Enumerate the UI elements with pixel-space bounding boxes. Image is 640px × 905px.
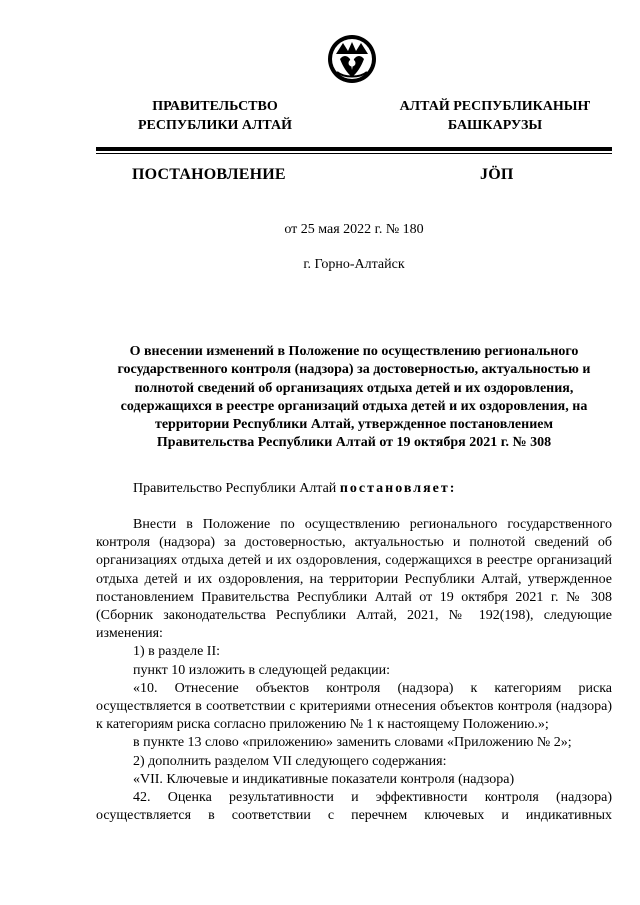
body-paragraph: 1) в разделе II: xyxy=(133,644,221,660)
body-paragraph: в пункте 13 слово «приложению» заменить словами «Приложению № 2»; xyxy=(133,735,572,751)
body-paragraph: «VII. Ключевые и индикативные показатели контроля (надзора) xyxy=(133,771,515,787)
body-paragraph: пункт 10 изложить в следующей редакции: xyxy=(133,662,390,678)
header-rule-thick xyxy=(96,147,612,151)
enacting-clause-text: Правительство Республики Алтай xyxy=(133,481,340,496)
org-name-alt xyxy=(390,97,600,135)
org-name-alt-line-2: БАШКАРУЗЫ xyxy=(447,118,543,133)
org-name-alt-line-1: АЛТАЙ РЕСПУБЛИКАНЫҤ xyxy=(399,99,591,114)
body-paragraph: Внести в Положение по осуществлению регионального государственного контроля (надзора) за достоверностью, актуальностью и полнотой сведений об организациях отдыха детей и их оздоровления, содержащихся в реестре организаций отдыха детей и их оздоровления, на территории Республики Алтай, утвержденное постановлением Правительства Республики Алтай от 19 октября 2021 г. № 308 (Сборник законодательства Республики Алтай, 2021, № 192(198), следующие изменения: xyxy=(96,517,612,642)
date-line: от 25 мая 2022 г. № 180 xyxy=(284,222,424,237)
title-line: государственного контроля (надзора) за достоверностью, актуальностью и xyxy=(117,362,591,378)
body-paragraph: 42. Оценка результативности и эффективности контроля (надзора) осуществляется в соответствии с перечнем ключевых и индикативных xyxy=(96,790,612,824)
enacting-clause xyxy=(133,481,456,497)
document-body xyxy=(96,516,612,825)
header-rule-thin xyxy=(96,153,612,154)
doc-type-alt: JӦП xyxy=(480,166,514,183)
document-title xyxy=(100,343,608,453)
title-line: содержащихся в реестре организаций отдыха детей и их оздоровления, на xyxy=(120,398,588,414)
title-line: полнотой сведений об организациях отдыха детей и их оздоровления, xyxy=(134,380,574,396)
title-line: О внесении изменений в Положение по осуществлению регионального xyxy=(129,344,579,359)
enacting-clause-verb: постановляет: xyxy=(339,481,457,496)
org-name-ru-line-1: ПРАВИТЕЛЬСТВО xyxy=(152,99,278,114)
altai-emblem-icon xyxy=(327,34,377,84)
body-paragraph: «10. Отнесение объектов контроля (надзора) к категориям риска осуществляется в соответствии с критериями отнесения объектов контроля (надзора) к категориям риска согласно приложению № 1 к настоящему Положению.»; xyxy=(96,680,612,733)
body-paragraph: 2) дополнить разделом VII следующего содержания: xyxy=(133,753,447,769)
title-line: территории Республики Алтай, утвержденное постановлением xyxy=(154,417,554,433)
org-name-ru-line-2: РЕСПУБЛИКИ АЛТАЙ xyxy=(137,118,293,133)
title-line: Правительства Республики Алтай от 19 октября 2021 г. № 308 xyxy=(156,435,552,451)
org-name-ru xyxy=(120,97,310,135)
city-line: г. Горно-Алтайск xyxy=(303,257,405,272)
doc-type-ru: ПОСТАНОВЛЕНИЕ xyxy=(132,166,286,183)
